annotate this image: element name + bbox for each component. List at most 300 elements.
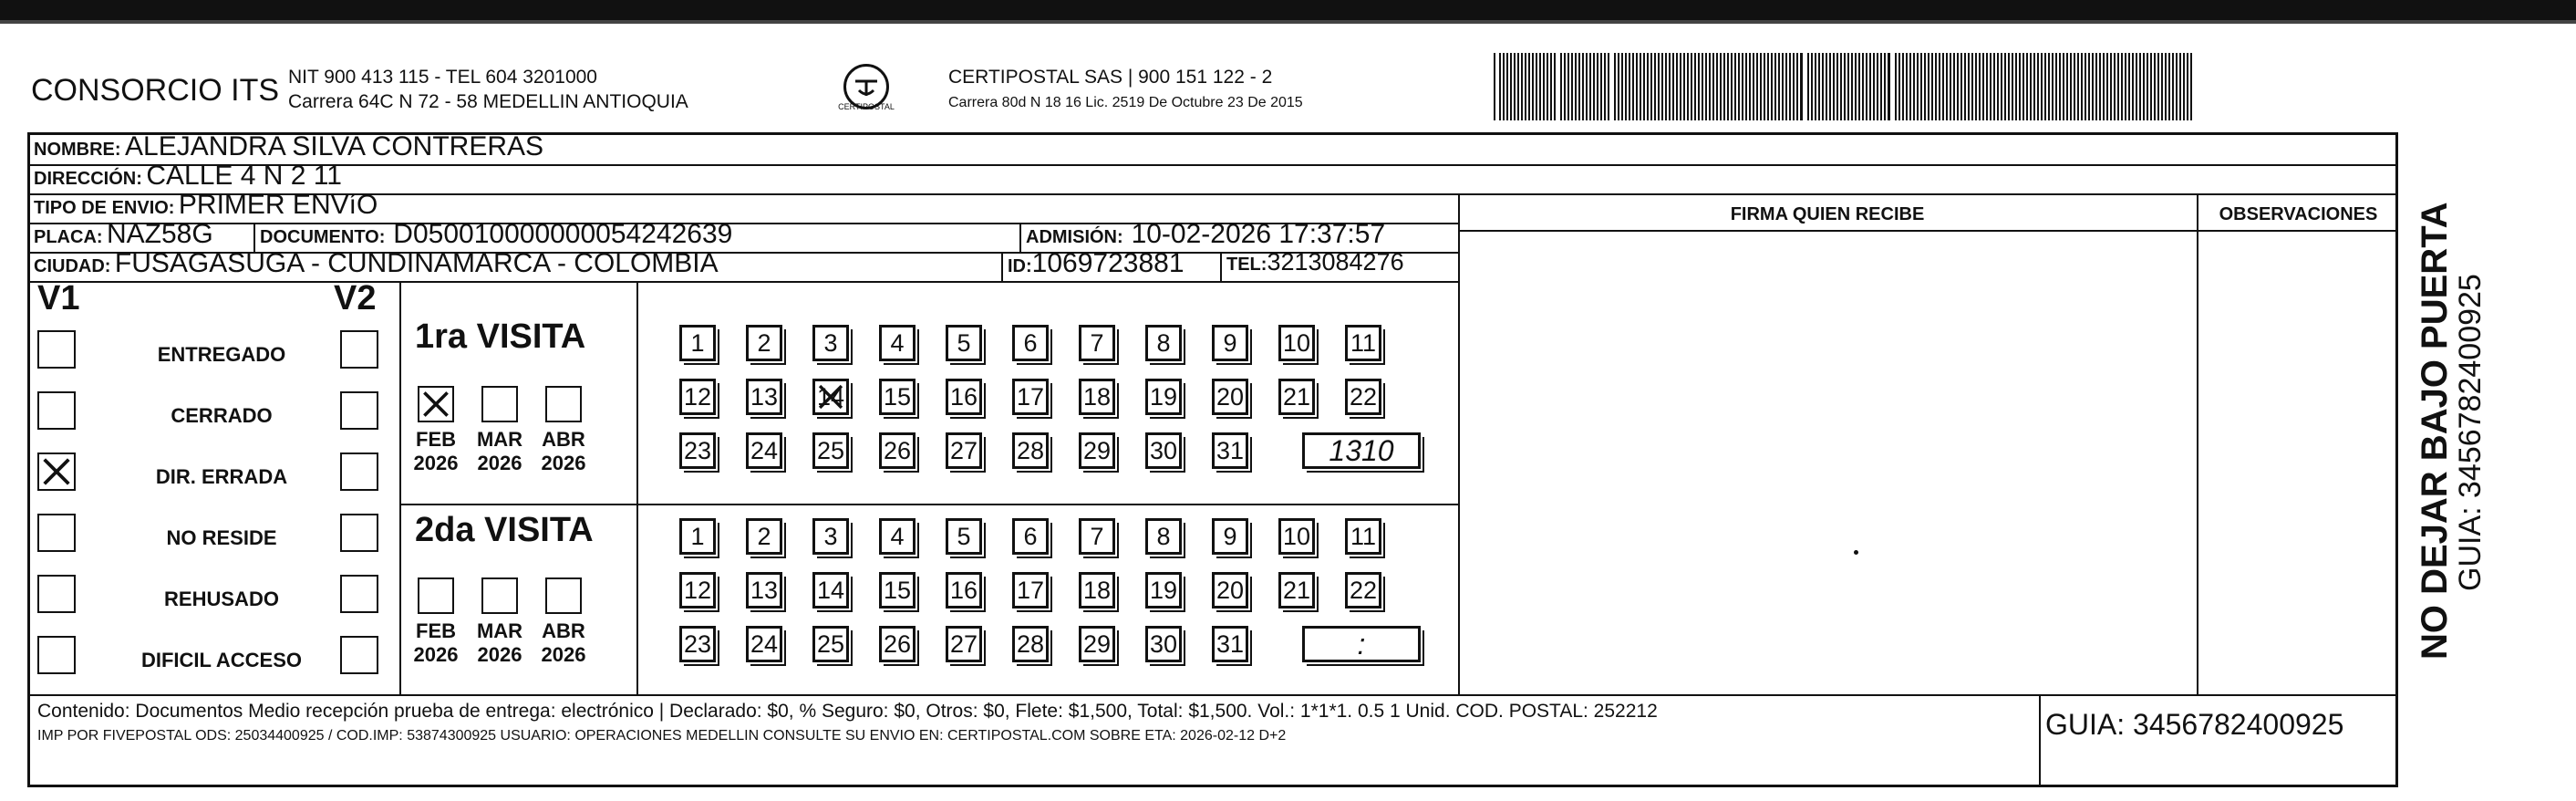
ciudad-field: CIUDAD: FUSAGASUGA - CUNDINAMARCA - COLOMBIA — [34, 248, 719, 278]
barcode-bar — [1517, 53, 1519, 120]
day-number: 7 — [1090, 522, 1104, 550]
barcode-bar — [1604, 53, 1606, 120]
day-box — [812, 325, 849, 361]
barcode-bar — [1756, 53, 1758, 120]
barcode-bar — [1895, 53, 1897, 120]
barcode-bar — [1712, 53, 1714, 120]
barcode-bar — [1727, 53, 1729, 120]
day-box — [746, 325, 782, 361]
day-box — [1212, 379, 1248, 415]
firma-header: FIRMA QUIEN RECIBE — [1730, 204, 1925, 224]
barcode-bar — [1855, 53, 1857, 120]
day-number: 8 — [1156, 328, 1171, 357]
barcode-bar — [1884, 53, 1886, 120]
day-number: 31 — [1216, 436, 1245, 464]
day-box — [1145, 572, 1182, 609]
day-number: 10 — [1282, 328, 1311, 357]
barcode-bar — [2037, 53, 2039, 120]
day-box — [746, 626, 782, 662]
v1-checkbox — [37, 453, 76, 491]
barcode-bar — [1789, 53, 1791, 120]
day-box — [746, 379, 782, 415]
barcode-bar — [2077, 53, 2079, 120]
barcode-bar — [1636, 53, 1638, 120]
day-number: 17 — [1016, 576, 1045, 604]
first-visit-title: 1ra VISITA — [415, 317, 586, 356]
barcode-bar — [2052, 53, 2054, 120]
barcode-bar — [1643, 53, 1645, 120]
barcode-bar — [1829, 53, 1831, 120]
top-edge-bar — [0, 0, 2576, 20]
day-number: 4 — [890, 328, 905, 357]
month-name: MAR — [476, 619, 523, 642]
barcode-bar — [1760, 53, 1762, 120]
time-box: : — [1302, 626, 1421, 662]
barcode-bar — [1720, 53, 1722, 120]
barcode-bar — [1844, 53, 1846, 120]
barcode-bar — [1687, 53, 1689, 120]
month-checkbox — [545, 386, 582, 422]
barcode-bar — [1614, 53, 1616, 120]
barcode-bar — [1982, 53, 1984, 120]
barcode-bar — [1582, 53, 1584, 120]
day-box — [812, 626, 849, 662]
barcode-bar — [1898, 53, 1900, 120]
month-name: MAR — [476, 428, 523, 451]
barcode-bar — [1554, 53, 1556, 120]
rule — [1001, 252, 1003, 281]
day-box — [879, 572, 916, 609]
barcode-bar — [1778, 53, 1780, 120]
footer-imp: IMP POR FIVEPOSTAL ODS: 25034400925 / COD.IMP: 53874300925 USUARIO: OPERACIONES MEDELLIN CONSULTE SU ENVIO EN: CERTIPOSTAL.COM SOBRE ETA: 2026-02-12 D+2 — [37, 728, 1287, 744]
day-box — [1145, 325, 1182, 361]
month-year: 2026 — [413, 452, 459, 474]
barcode-bar — [1826, 53, 1827, 120]
month-checkbox — [418, 577, 454, 614]
tipo-envio-value: PRIMER ENVíO — [178, 190, 378, 220]
barcode-bar — [2168, 53, 2170, 120]
barcode-bar — [1939, 53, 1940, 120]
barcode-bar — [1968, 53, 1970, 120]
month-checkbox — [418, 386, 454, 422]
rule — [30, 281, 1458, 283]
carrier-name: CERTIPOSTAL SAS | 900 151 122 - 2 — [948, 67, 1273, 88]
rule — [2197, 193, 2198, 694]
barcode-bar — [1942, 53, 1944, 120]
barcode-bar — [1946, 53, 1948, 120]
direccion-value: CALLE 4 N 2 11 — [146, 161, 342, 191]
barcode-bar — [1683, 53, 1685, 120]
barcode-bar — [1647, 53, 1649, 120]
barcode-bar — [1979, 53, 1981, 120]
day-number: 25 — [816, 629, 845, 658]
barcode-bar — [1767, 53, 1769, 120]
barcode-bar — [2088, 53, 2090, 120]
day-number: 20 — [1216, 382, 1245, 411]
v1-header: V1 — [37, 279, 80, 317]
rule — [1220, 252, 1222, 281]
tipo-envio-row: TIPO DE ENVIO: PRIMER ENVíO — [34, 190, 378, 220]
barcode-bar — [2172, 53, 2174, 120]
barcode — [1494, 53, 2198, 120]
barcode-bar — [1738, 53, 1740, 120]
barcode-bar — [1564, 53, 1566, 120]
documento-field: DOCUMENTO: D050010000000054242639 — [260, 219, 733, 249]
barcode-bar — [1547, 53, 1548, 120]
barcode-bar — [1993, 53, 1995, 120]
barcode-bar — [1658, 53, 1660, 120]
barcode-bar — [2008, 53, 2010, 120]
barcode-bar — [1494, 53, 1495, 120]
rule — [30, 193, 2398, 195]
barcode-bar — [1578, 53, 1580, 120]
barcode-bar — [2023, 53, 2024, 120]
day-box — [1012, 432, 1049, 469]
v1-checkbox — [37, 330, 76, 369]
tel-value: 3213084276 — [1267, 248, 1404, 276]
barcode-bar — [2055, 53, 2057, 120]
barcode-bar — [1723, 53, 1725, 120]
barcode-bar — [1532, 53, 1534, 120]
day-box — [1212, 572, 1248, 609]
barcode-bar — [2063, 53, 2064, 120]
v2-checkbox — [340, 636, 378, 674]
barcode-bar — [1990, 53, 1991, 120]
day-box — [1012, 325, 1049, 361]
v2-checkbox — [340, 330, 378, 369]
barcode-bar — [1742, 53, 1743, 120]
month-year: 2026 — [541, 452, 586, 474]
barcode-bar — [1840, 53, 1842, 120]
day-number: 21 — [1282, 576, 1311, 604]
barcode-bar — [1917, 53, 1919, 120]
barcode-bar — [1680, 53, 1681, 120]
day-number: 21 — [1282, 382, 1311, 411]
barcode-bar — [2015, 53, 2017, 120]
barcode-bar — [2139, 53, 2141, 120]
barcode-bar — [2004, 53, 2006, 120]
barcode-bar — [1858, 53, 1860, 120]
month-label — [468, 428, 532, 475]
barcode-bar — [1705, 53, 1707, 120]
barcode-bar — [1650, 53, 1652, 120]
barcode-bar — [2066, 53, 2068, 120]
top-edge-shadow — [0, 20, 2576, 24]
barcode-bar — [1800, 53, 1803, 120]
barcode-bar — [1822, 53, 1824, 120]
barcode-bar — [2128, 53, 2130, 120]
barcode-bar — [1597, 53, 1598, 120]
day-box — [812, 572, 849, 609]
day-box — [679, 432, 716, 469]
barcode-bar — [1971, 53, 1973, 120]
day-number: 4 — [890, 522, 905, 550]
day-number: 10 — [1282, 522, 1311, 550]
barcode-bar — [1567, 53, 1569, 120]
day-box — [1079, 379, 1115, 415]
month-label — [404, 428, 468, 475]
barcode-bar — [1560, 53, 1562, 120]
day-number: 9 — [1223, 522, 1237, 550]
day-number: 3 — [823, 522, 838, 550]
day-number: 1 — [690, 328, 705, 357]
barcode-bar — [2143, 53, 2145, 120]
day-box — [1145, 626, 1182, 662]
delivery-form — [27, 132, 2398, 787]
day-box — [1345, 518, 1381, 555]
barcode-bar — [1924, 53, 1926, 120]
day-number: 2 — [757, 522, 771, 550]
day-number: 12 — [683, 576, 712, 604]
barcode-bar — [2121, 53, 2123, 120]
barcode-bar — [1888, 53, 1890, 120]
barcode-bar — [2183, 53, 2185, 120]
day-number: 27 — [949, 436, 978, 464]
day-number: 22 — [1349, 382, 1378, 411]
day-box — [812, 518, 849, 555]
barcode-bar — [1745, 53, 1747, 120]
barcode-bar — [1510, 53, 1512, 120]
barcode-bar — [2103, 53, 2105, 120]
day-box — [1012, 379, 1049, 415]
barcode-bar — [1632, 53, 1634, 120]
day-box — [879, 379, 916, 415]
barcode-bar — [1593, 53, 1595, 120]
day-number: 30 — [1149, 629, 1178, 658]
id-value: 1069723881 — [1031, 248, 1185, 278]
barcode-bar — [2099, 53, 2101, 120]
barcode-bar — [1528, 53, 1530, 120]
barcode-bar — [1960, 53, 1962, 120]
barcode-bar — [1661, 53, 1663, 120]
day-box — [1079, 325, 1115, 361]
time-box: 1310 — [1302, 432, 1421, 469]
barcode-bar — [1550, 53, 1552, 120]
day-number: 16 — [949, 576, 978, 604]
day-box — [1212, 626, 1248, 662]
day-number: 29 — [1082, 629, 1112, 658]
month-checkbox — [481, 577, 518, 614]
day-number: 11 — [1350, 328, 1377, 357]
barcode-bar — [1514, 53, 1516, 120]
barcode-bar — [2012, 53, 2013, 120]
month-label — [532, 428, 595, 475]
barcode-bar — [2110, 53, 2112, 120]
v1-checkbox — [37, 636, 76, 674]
day-number: 26 — [883, 629, 912, 658]
rule — [399, 504, 1458, 505]
barcode-bar — [2154, 53, 2156, 120]
barcode-bar — [2106, 53, 2108, 120]
day-box — [1212, 432, 1248, 469]
barcode-bar — [1676, 53, 1678, 120]
barcode-bar — [1499, 53, 1501, 120]
day-box — [1278, 518, 1315, 555]
barcode-bar — [2187, 53, 2188, 120]
day-number: 15 — [883, 576, 912, 604]
day-box — [946, 432, 982, 469]
barcode-bar — [1774, 53, 1776, 120]
side-guia: GUIA: 3456782400925 — [2453, 274, 2488, 591]
barcode-bar — [1836, 53, 1838, 120]
day-number: 23 — [683, 436, 712, 464]
rule — [399, 281, 401, 694]
admision-value: 10-02-2026 17:37:57 — [1131, 219, 1386, 249]
barcode-bar — [1521, 53, 1523, 120]
month-name: FEB — [416, 619, 456, 642]
day-box — [946, 518, 982, 555]
day-number: 9 — [1223, 328, 1237, 357]
day-number: 8 — [1156, 522, 1171, 550]
status-label: ENTREGADO — [157, 343, 286, 366]
nombre-value: ALEJANDRA SILVA CONTRERAS — [125, 131, 544, 161]
barcode-bar — [1950, 53, 1951, 120]
direccion-row: DIRECCIÓN: CALLE 4 N 2 11 — [34, 161, 342, 191]
barcode-bar — [1618, 53, 1619, 120]
day-box — [1345, 379, 1381, 415]
barcode-bar — [1815, 53, 1816, 120]
month-name: ABR — [542, 619, 585, 642]
month-year: 2026 — [413, 643, 459, 666]
day-number: 11 — [1350, 522, 1377, 550]
barcode-bar — [2001, 53, 2002, 120]
day-number: 19 — [1149, 576, 1178, 604]
barcode-bar — [1807, 53, 1809, 120]
day-number: 7 — [1090, 328, 1104, 357]
month-year: 2026 — [477, 452, 522, 474]
stray-dot — [1854, 550, 1858, 555]
barcode-bar — [1571, 53, 1573, 120]
nombre-row: NOMBRE: ALEJANDRA SILVA CONTRERAS — [34, 131, 544, 161]
barcode-bar — [1716, 53, 1718, 120]
barcode-bar — [1869, 53, 1871, 120]
day-box — [879, 325, 916, 361]
v2-checkbox — [340, 575, 378, 613]
month-name: ABR — [542, 428, 585, 451]
day-box — [1012, 518, 1049, 555]
day-box — [946, 325, 982, 361]
barcode-bar — [2150, 53, 2152, 120]
barcode-bar — [1731, 53, 1733, 120]
barcode-bar — [2026, 53, 2028, 120]
rule — [636, 281, 638, 694]
barcode-bar — [1796, 53, 1798, 120]
month-label — [404, 619, 468, 667]
barcode-bar — [2070, 53, 2072, 120]
barcode-bar — [1698, 53, 1700, 120]
barcode-bar — [1536, 53, 1537, 120]
barcode-bar — [2125, 53, 2126, 120]
status-label: NO RESIDE — [166, 526, 277, 549]
barcode-bar — [1525, 53, 1526, 120]
barcode-bar — [2085, 53, 2086, 120]
barcode-bar — [1964, 53, 1966, 120]
month-name: FEB — [416, 428, 456, 451]
v2-checkbox — [340, 391, 378, 430]
barcode-bar — [2074, 53, 2075, 120]
barcode-bar — [1931, 53, 1933, 120]
day-box — [1145, 432, 1182, 469]
day-box — [1278, 379, 1315, 415]
barcode-bar — [1506, 53, 1508, 120]
day-box — [1145, 379, 1182, 415]
day-box — [679, 518, 716, 555]
day-box — [679, 626, 716, 662]
rule — [30, 164, 2398, 166]
day-box — [679, 325, 716, 361]
logo-caption: CERTIPOSTAL — [838, 102, 895, 111]
barcode-bar — [1793, 53, 1795, 120]
barcode-bar — [1909, 53, 1911, 120]
barcode-bar — [1589, 53, 1591, 120]
barcode-bar — [2176, 53, 2178, 120]
day-number: 24 — [750, 436, 779, 464]
barcode-bar — [1785, 53, 1787, 120]
barcode-bar — [1665, 53, 1667, 120]
day-number: 28 — [1016, 629, 1045, 658]
barcode-bar — [2165, 53, 2167, 120]
status-label: REHUSADO — [164, 588, 279, 610]
day-number: 13 — [750, 576, 779, 604]
day-box — [1079, 572, 1115, 609]
day-box — [1145, 518, 1182, 555]
barcode-bar — [2161, 53, 2163, 120]
day-box — [1278, 325, 1315, 361]
day-box — [1345, 325, 1381, 361]
barcode-bar — [2132, 53, 2134, 120]
day-box — [746, 518, 782, 555]
day-box — [812, 432, 849, 469]
day-box — [1345, 572, 1381, 609]
barcode-bar — [1935, 53, 1937, 120]
barcode-bar — [1749, 53, 1751, 120]
barcode-bar — [2117, 53, 2119, 120]
documento-value: D050010000000054242639 — [393, 219, 733, 249]
rule — [30, 694, 2398, 696]
v1-checkbox — [37, 514, 76, 552]
barcode-bar — [1866, 53, 1867, 120]
placa-field: PLACA: NAZ58G — [34, 219, 213, 249]
day-box — [746, 572, 782, 609]
barcode-bar — [2147, 53, 2148, 120]
day-box — [1079, 626, 1115, 662]
day-number: 30 — [1149, 436, 1178, 464]
barcode-bar — [1782, 53, 1784, 120]
day-number: 19 — [1149, 382, 1178, 411]
day-number: 20 — [1216, 576, 1245, 604]
day-box — [1212, 518, 1248, 555]
barcode-bar — [1975, 53, 1977, 120]
day-number: 17 — [1016, 382, 1045, 411]
barcode-bar — [2179, 53, 2181, 120]
rule — [1458, 193, 1460, 694]
barcode-bar — [1640, 53, 1641, 120]
barcode-bar — [1957, 53, 1959, 120]
second-visit-title: 2da VISITA — [415, 511, 594, 549]
barcode-bar — [1734, 53, 1736, 120]
barcode-bar — [1847, 53, 1849, 120]
day-number: 14 — [816, 382, 845, 411]
month-year: 2026 — [541, 643, 586, 666]
footer-guia: GUIA: 3456782400925 — [2045, 708, 2344, 741]
day-box — [879, 518, 916, 555]
day-number: 31 — [1216, 629, 1245, 658]
v2-header: V2 — [334, 279, 377, 317]
company-name: CONSORCIO ITS — [31, 73, 280, 108]
status-label: DIFICIL ACCESO — [140, 649, 302, 671]
company-address: Carrera 64C N 72 - 58 MEDELLIN ANTIOQUIA — [288, 91, 688, 112]
status-label: DIR. ERRADA — [155, 465, 288, 488]
